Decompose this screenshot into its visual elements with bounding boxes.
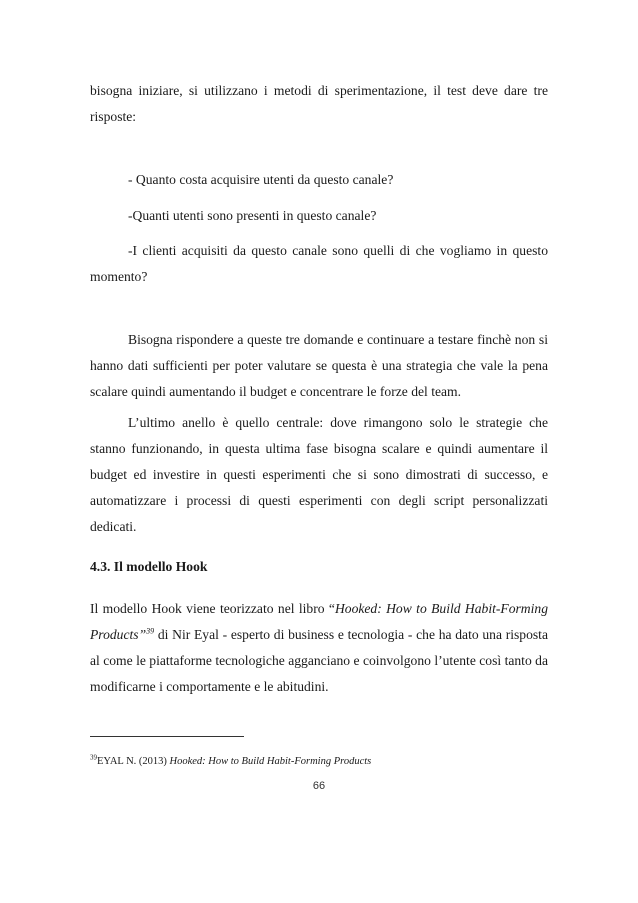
- list-item-2: -Quanti utenti sono presenti in questo canale?: [128, 208, 377, 223]
- list-item-3: [90, 238, 548, 290]
- footnote-title: Hooked: How to Build Habit-Forming Products: [169, 756, 372, 767]
- list-item-1: - Quanto costa acquisire utenti da questo canale?: [128, 172, 394, 187]
- footnote-ref: 39: [146, 626, 155, 636]
- list-item-3-cont: momento?: [90, 269, 148, 284]
- footnote-divider: [90, 736, 244, 737]
- paragraph-4-after: di Nir Eyal - esperto di business e tecnologia - che ha dato una risposta al come le piattaforme tecnologiche agganciano e coinvolgono l’utente così tanto da modificarne i comportamente e le abitudini.: [90, 627, 548, 694]
- section-heading: 4.3. Il modello Hook: [90, 559, 208, 574]
- paragraph-3: L’ultimo anello è quello centrale: dove rimangono solo le strategie che stanno funzionando, in questa ultima fase bisogna scalare e quindi aumentare il budget ed investire in questi esperimenti che si sono dimostrati di successo, e automatizzare i processi di questi esperimenti con degli script personalizzati dedicati.: [90, 415, 548, 534]
- paragraph-intro: bisogna iniziare, si utilizzano i metodi di sperimentazione, il test deve dare tre risposte:: [90, 83, 548, 124]
- footnote-text: EYAL N. (2013): [97, 756, 170, 767]
- list-item-3-text: -I clienti acquisiti da questo canale sono quelli di che vogliamo in questo: [128, 243, 548, 258]
- paragraph-2: Bisogna rispondere a queste tre domande e continuare a testare finchè non si hanno dati sufficienti per poter valutare se questa è una strategia che vale la pena scalare quindi aumentando il budget e concentrare le forze del team.: [90, 332, 548, 399]
- paragraph-4-before: Il modello Hook viene teorizzato nel libro “: [90, 601, 335, 616]
- close-quote: ”: [138, 627, 147, 642]
- book-title: Hooked: How to Build Habit-Forming Products: [90, 601, 548, 642]
- paragraph-4: [90, 596, 548, 700]
- page-number: 66: [312, 780, 326, 792]
- footnote-number: 39: [90, 753, 97, 762]
- footnote: [90, 753, 372, 767]
